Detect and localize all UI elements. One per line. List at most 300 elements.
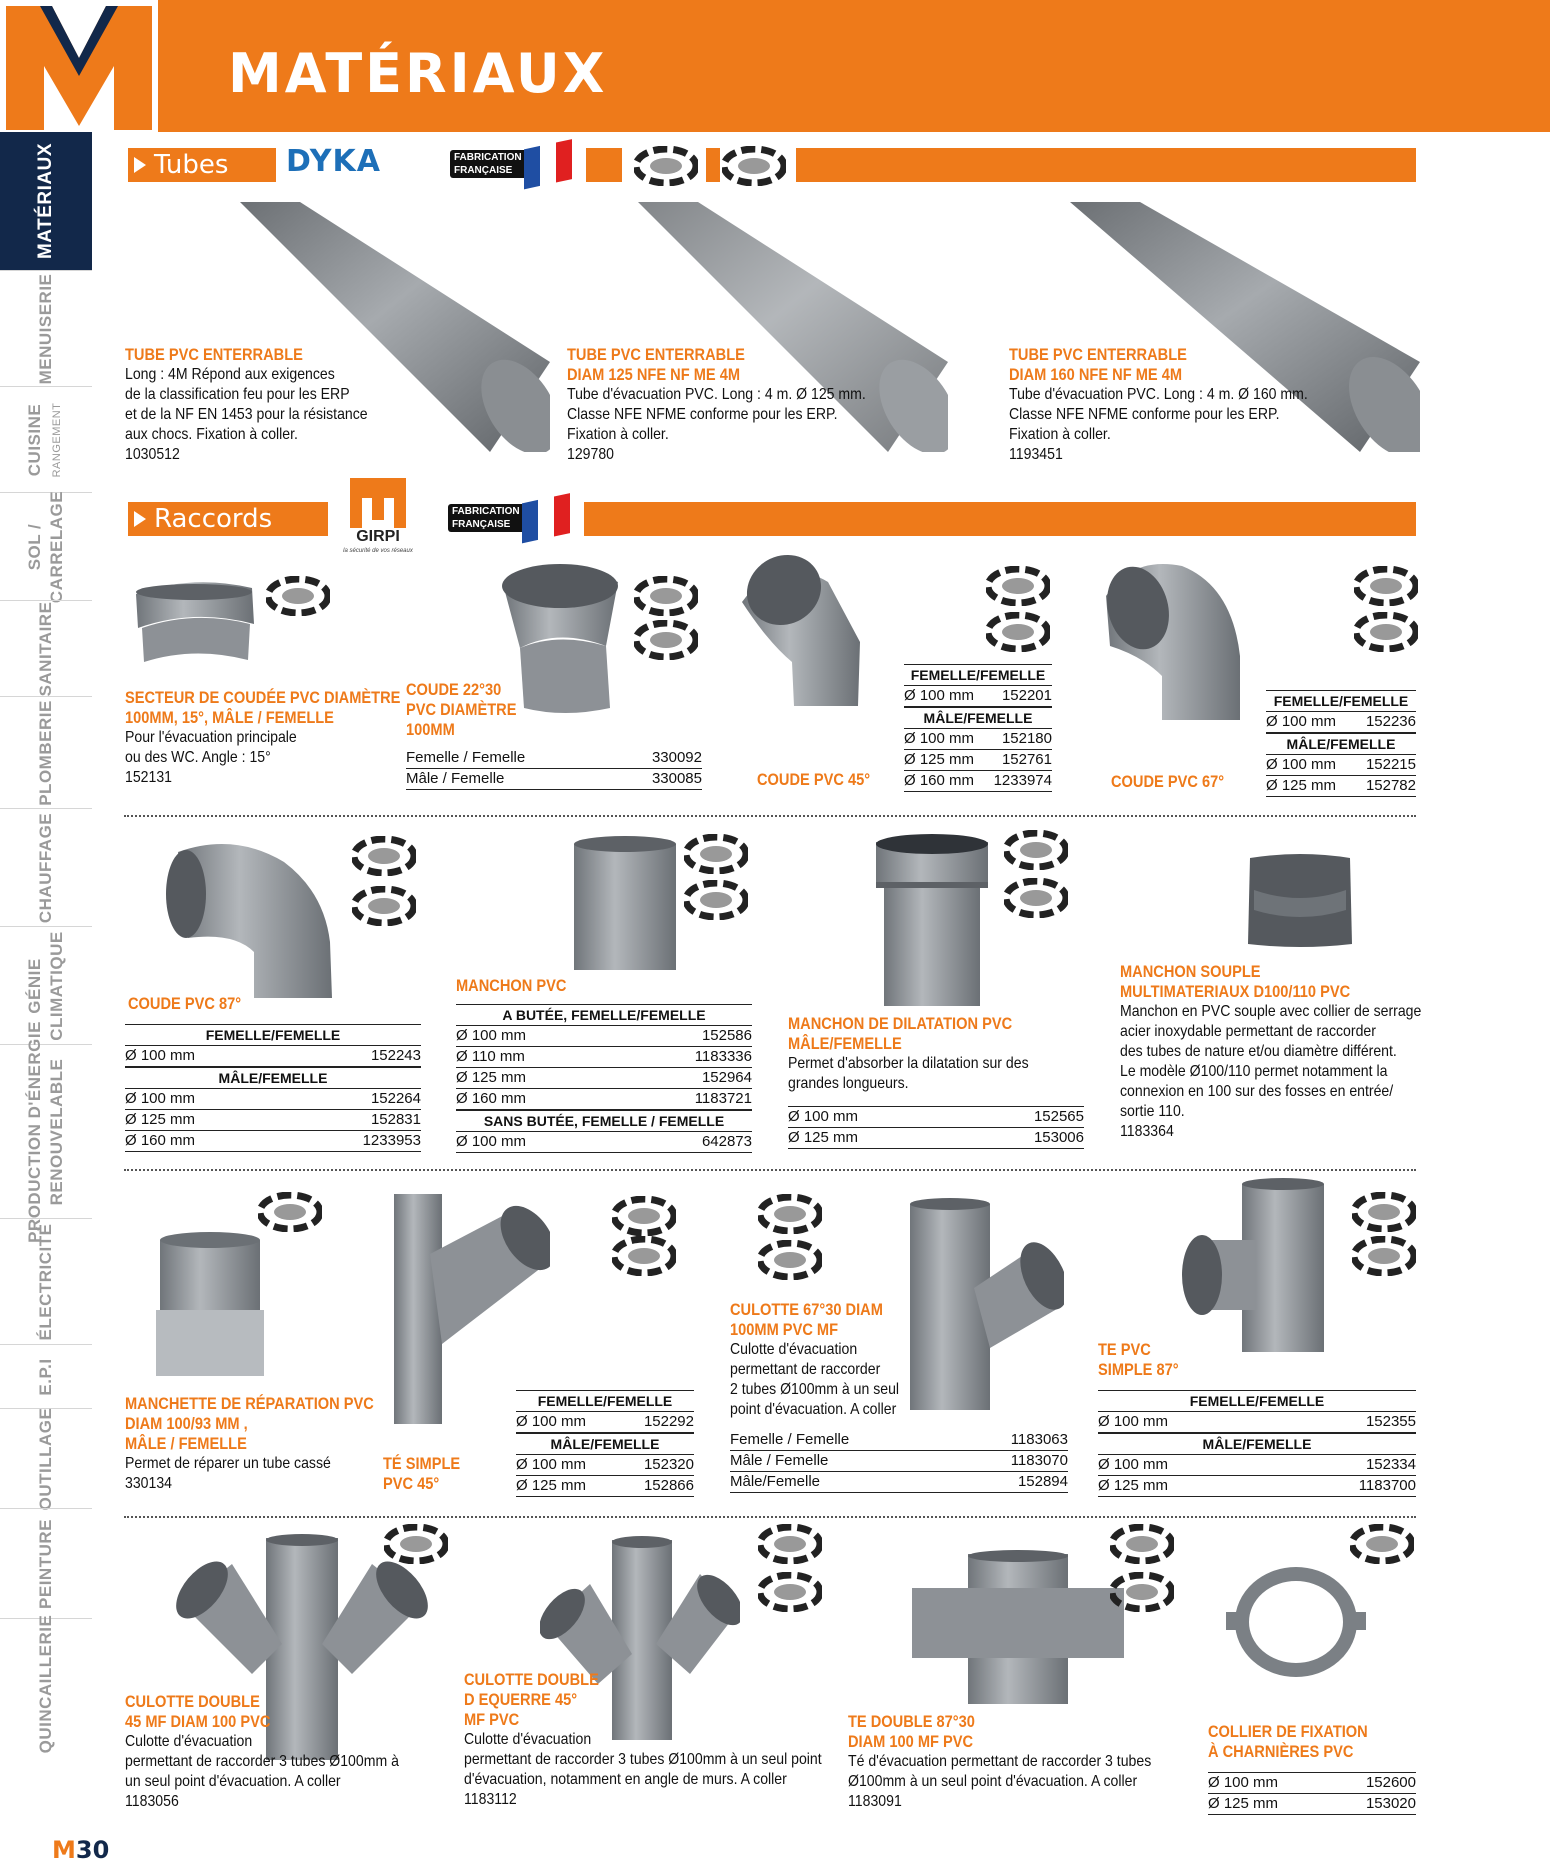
sidebar-item-label	[35, 812, 57, 922]
rotate-360-icon	[352, 836, 416, 876]
badge-text: FABRICATION FRANÇAISE	[450, 150, 528, 178]
rotate-360-icon	[634, 576, 698, 616]
spec-ref: 1183721	[694, 1090, 752, 1107]
spec-row	[406, 769, 702, 790]
product-desc: et de la NF EN 1453 pour la résistance	[125, 406, 368, 423]
product-desc: connexion en 100 sur des fosses en entrée/	[1120, 1083, 1394, 1100]
spec-ref: 152894	[1017, 1473, 1068, 1490]
spec-row	[456, 1132, 752, 1153]
spec-row	[456, 1047, 752, 1068]
product-manchette-reparation	[125, 1394, 414, 1494]
product-te-simple-45	[383, 1454, 473, 1494]
product-ref: 152131	[125, 769, 172, 786]
spec-key: Mâle / Femelle	[406, 770, 505, 787]
spec-row	[516, 1476, 694, 1497]
sidebar-item-text: QUINCAILLERIE	[36, 1614, 55, 1753]
product-secteur-coudee	[125, 688, 445, 788]
product-desc: permettant de raccorder	[730, 1361, 881, 1378]
product-ref: 1183112	[464, 1791, 517, 1808]
badge-text: FABRICATION FRANÇAISE	[448, 504, 526, 532]
product-desc: Ø100mm à un seul point d'évacuation. A coller	[848, 1773, 1138, 1790]
product-manchon-dilatation	[788, 1014, 1061, 1094]
spec-row	[125, 1046, 421, 1067]
spec-row	[1266, 755, 1416, 776]
rotate-360-icon	[612, 1196, 676, 1236]
bar-segment	[584, 502, 1416, 536]
spec-coude-67	[1266, 690, 1416, 797]
product-culotte-double-45	[125, 1692, 436, 1812]
product-title: D EQUERRE 45°	[464, 1690, 578, 1709]
bar-segment	[586, 148, 622, 182]
spec-row	[1208, 1772, 1416, 1794]
spec-ref: 642873	[701, 1133, 752, 1150]
spec-header: FEMELLE/FEMELLE	[125, 1024, 421, 1046]
sidebar-item-10[interactable]	[0, 1344, 92, 1408]
spec-row	[904, 750, 1052, 771]
product-ref: 1030512	[125, 446, 180, 463]
spec-te-simple-87	[1098, 1390, 1416, 1497]
product-te-double-87	[848, 1712, 1193, 1812]
spec-row	[1098, 1455, 1416, 1476]
spec-key: Ø 100 mm	[125, 1047, 196, 1064]
product-title: 100MM	[406, 720, 455, 739]
product-desc: 2 tubes Ø100mm à un seul	[730, 1381, 900, 1398]
rotate-360-icon	[384, 1524, 448, 1564]
sidebar-item-subtext: RANGEMENT	[51, 402, 63, 477]
rotate-360-icon	[1110, 1524, 1174, 1564]
sidebar-item-text: GÉNIE	[25, 957, 44, 1014]
row-divider	[124, 1516, 1416, 1518]
product-culotte-double-equerre	[464, 1670, 870, 1810]
product-title: CULOTTE 67°30 DIAM	[730, 1300, 883, 1319]
product-desc: Le modèle Ø100/110 permet notamment la	[1120, 1063, 1388, 1080]
spec-key: Ø 125 mm	[904, 751, 975, 768]
sidebar-item-3[interactable]	[0, 490, 92, 603]
product-desc: Tube d'évacuation PVC. Long : 4 m. Ø 160 mm.	[1009, 386, 1308, 403]
product-title: DIAM 100 MF PVC	[848, 1732, 974, 1751]
product-title: 45 MF DIAM 100 PVC	[125, 1712, 271, 1731]
spec-ref: 153006	[1033, 1129, 1084, 1146]
product-title: MF PVC	[464, 1710, 520, 1729]
coude-67-image	[1102, 556, 1252, 726]
spec-key: Ø 100 mm	[1098, 1456, 1169, 1473]
product-coude-67	[1111, 772, 1243, 792]
spec-ref: 1183336	[694, 1048, 752, 1065]
section-label-raccords	[128, 502, 328, 536]
brand-name: GIRPI	[356, 528, 400, 545]
product-ref: 1193451	[1009, 446, 1063, 463]
product-title: TÉ SIMPLE	[383, 1454, 461, 1473]
spec-key: Ø 125 mm	[125, 1111, 196, 1128]
spec-collier-fixation	[1208, 1772, 1416, 1815]
spec-ref: 152334	[1365, 1456, 1416, 1473]
product-title: TUBE PVC ENTERRABLE	[567, 345, 745, 364]
product-desc: Fixation à coller.	[1009, 426, 1111, 443]
spec-header: MÂLE/FEMELLE	[904, 707, 1052, 729]
dyka-logo: DYKA	[286, 144, 381, 179]
spec-ref: 152782	[1365, 777, 1416, 794]
product-coude-45	[757, 770, 889, 790]
product-title: CULOTTE DOUBLE	[125, 1692, 260, 1711]
spec-key: Ø 125 mm	[456, 1069, 527, 1086]
product-title: SIMPLE 87°	[1098, 1360, 1179, 1379]
spec-ref: 152831	[370, 1111, 421, 1128]
sidebar-item-text: OUTILLAGE	[36, 1407, 55, 1510]
spec-row	[904, 771, 1052, 792]
sidebar-item-text: PLOMBERIE	[36, 699, 55, 806]
spec-row	[406, 748, 702, 769]
spec-row	[456, 1026, 752, 1047]
sidebar-item-4[interactable]	[0, 600, 92, 696]
rotate-360-icon	[758, 1572, 822, 1612]
sidebar-item-2[interactable]	[0, 386, 92, 492]
product-title: PVC DIAMÈTRE	[406, 700, 517, 719]
rotate-360-icon	[1352, 1236, 1416, 1276]
sidebar-item-label	[35, 273, 57, 384]
sidebar-item-13[interactable]	[0, 1614, 92, 1753]
sidebar-item-1[interactable]	[0, 270, 92, 386]
spec-key: Ø 125 mm	[516, 1477, 587, 1494]
product-desc: acier inoxydable permettant de raccorder	[1120, 1023, 1376, 1040]
manchon-souple-image	[1244, 850, 1356, 950]
spec-header: FEMELLE/FEMELLE	[904, 664, 1052, 686]
product-title: PVC 45°	[383, 1474, 440, 1493]
spec-manchon-dilatation	[788, 1106, 1084, 1149]
section-title: Tubes	[154, 150, 229, 180]
spec-ref: 152586	[701, 1027, 752, 1044]
spec-ref: 152243	[370, 1047, 421, 1064]
product-title: MANCHON PVC	[456, 976, 567, 995]
rotate-360-icon	[1004, 878, 1068, 918]
product-title: MULTIMATERIAUX D100/110 PVC	[1120, 982, 1351, 1001]
french-flag-icon	[522, 493, 572, 544]
spec-header: MÂLE/FEMELLE	[1098, 1433, 1416, 1455]
product-desc: ou des WC. Angle : 15°	[125, 749, 271, 766]
girpi-emblem-icon	[336, 478, 420, 528]
product-desc: Pour l'évacuation principale	[125, 729, 297, 746]
product-ref: 129780	[567, 446, 614, 463]
spec-row	[516, 1412, 694, 1433]
product-title: TUBE PVC ENTERRABLE	[1009, 345, 1187, 364]
product-manchon-pvc	[456, 976, 584, 996]
product-te-simple-87	[1098, 1340, 1192, 1380]
spec-ref: 152761	[1001, 751, 1052, 768]
spec-row	[125, 1089, 421, 1110]
spec-ref: 152320	[643, 1456, 694, 1473]
sidebar-item-6[interactable]	[0, 808, 92, 926]
product-title: DIAM 125 NFE NF ME 4M	[567, 365, 741, 384]
spec-key: Ø 100 mm	[788, 1108, 859, 1125]
section-bar-raccords	[128, 502, 1416, 536]
product-title: À CHARNIÈRES PVC	[1208, 1742, 1354, 1761]
spec-te-simple-45	[516, 1390, 694, 1497]
product-title: COUDE PVC 87°	[128, 994, 242, 1013]
sidebar-item-label	[35, 700, 57, 806]
spec-ref: 152292	[643, 1413, 694, 1430]
spec-ref: 152600	[1365, 1774, 1416, 1791]
sidebar-item-0[interactable]	[0, 132, 92, 270]
spec-coude-87	[125, 1024, 421, 1152]
sidebar-item-label	[35, 143, 57, 259]
spec-header: FEMELLE/FEMELLE	[1266, 690, 1416, 712]
product-title: 100MM, 15°, MÂLE / FEMELLE	[125, 708, 334, 727]
spec-ref: 1233953	[362, 1132, 421, 1149]
product-title: MANCHON SOUPLE	[1120, 962, 1261, 981]
spec-row	[904, 729, 1052, 750]
product-ref: 1183056	[125, 1793, 179, 1810]
product-desc: sortie 110.	[1120, 1103, 1185, 1120]
product-desc: Tube d'évacuation PVC. Long : 4 m. Ø 125 mm.	[567, 386, 866, 403]
sidebar-item-label	[35, 1519, 57, 1609]
product-desc: Permet d'absorber la dilatation sur des	[788, 1055, 1029, 1072]
spec-ref: 152180	[1001, 730, 1052, 747]
spec-culotte-67	[730, 1430, 1068, 1493]
page-title: MATÉRIAUX	[228, 42, 608, 105]
fabrication-francaise-badge	[448, 498, 576, 538]
product-desc: Té d'évacuation permettant de raccorder 3 tubes	[848, 1753, 1152, 1770]
spec-row	[1098, 1476, 1416, 1497]
spec-ref: 152215	[1365, 756, 1416, 773]
manchon-pvc-image	[570, 834, 680, 974]
product-desc: un seul point d'évacuation. A coller	[125, 1773, 341, 1790]
spec-header: MÂLE/FEMELLE	[125, 1067, 421, 1089]
sidebar-item-subtext: RENOUVELABLE	[47, 1058, 66, 1205]
row-divider	[124, 815, 1416, 817]
spec-key: Ø 100 mm	[1208, 1774, 1279, 1791]
sidebar-item-text: MATÉRIAUX	[35, 142, 56, 260]
french-flag-icon	[524, 139, 574, 190]
spec-ref: 152565	[1033, 1108, 1084, 1125]
rotate-360-icon	[266, 576, 330, 616]
product-desc: Permet de réparer un tube cassé	[125, 1455, 331, 1472]
sidebar-item-label	[35, 1358, 57, 1395]
rotate-360-icon	[1354, 612, 1418, 652]
product-manchon-souple	[1120, 962, 1462, 1142]
spec-key: Ø 100 mm	[516, 1413, 587, 1430]
product-desc: des tubes de nature et/ou diamètre différent.	[1120, 1043, 1397, 1060]
rotate-360-icon	[352, 886, 416, 926]
collier-fixation-image	[1226, 1560, 1366, 1684]
spec-row	[456, 1068, 752, 1089]
spec-key: Ø 125 mm	[1098, 1477, 1169, 1494]
fabrication-francaise-badge	[450, 144, 578, 184]
sidebar-item-label	[35, 1614, 57, 1753]
spec-row	[730, 1472, 1068, 1493]
rotate-360-icon	[684, 880, 748, 920]
spec-ref: 1183700	[1358, 1477, 1416, 1494]
spec-key: Ø 100 mm	[516, 1456, 587, 1473]
sidebar-item-text: MENUISERIE	[36, 273, 55, 384]
product-coude-87	[128, 994, 260, 1014]
product-desc: grandes longueurs.	[788, 1075, 909, 1092]
spec-row	[125, 1110, 421, 1131]
product-title: TE PVC	[1098, 1340, 1151, 1359]
spec-ref: 153020	[1365, 1795, 1416, 1812]
sidebar-item-text: E.P.I	[36, 1357, 55, 1396]
rotate-360-icon	[1354, 566, 1418, 606]
product-desc: Classe NFE NFME conforme pour les ERP.	[1009, 406, 1280, 423]
product-tube-pvc-enterrable	[125, 345, 401, 465]
spec-header: MÂLE/FEMELLE	[1266, 733, 1416, 755]
spec-row	[1266, 776, 1416, 797]
product-title: TUBE PVC ENTERRABLE	[125, 345, 303, 364]
rotate-360-icon	[758, 1240, 822, 1280]
spec-row	[125, 1131, 421, 1152]
spec-key: Ø 100 mm	[904, 730, 975, 747]
spec-row	[788, 1106, 1084, 1128]
m-logo-icon	[6, 6, 152, 130]
spec-ref: 152866	[643, 1477, 694, 1494]
section-label-tubes	[128, 148, 276, 182]
spec-key: Ø 125 mm	[788, 1129, 859, 1146]
product-ref: 1183364	[1120, 1123, 1174, 1140]
sidebar-item-5[interactable]	[0, 696, 92, 808]
product-desc: Culotte d'évacuation	[125, 1733, 253, 1750]
spec-key: Ø 125 mm	[1208, 1795, 1279, 1812]
culotte-67-image	[904, 1198, 1064, 1412]
product-title: MÂLE/FEMELLE	[788, 1034, 902, 1053]
coude-87-image	[164, 832, 344, 1002]
sidebar-item-subtext: CLIMATIQUE	[47, 930, 66, 1041]
product-title: COUDE PVC 45°	[757, 770, 871, 789]
spec-key: Ø 160 mm	[904, 772, 975, 789]
spec-key: Mâle / Femelle	[730, 1452, 829, 1469]
spec-header: A BUTÉE, FEMELLE/FEMELLE	[456, 1004, 752, 1026]
sidebar-item-label	[35, 1407, 57, 1510]
product-desc: Manchon en PVC souple avec collier de serrage	[1120, 1003, 1422, 1020]
spec-key: Femelle / Femelle	[406, 749, 526, 766]
spec-coude-45	[904, 664, 1052, 792]
product-desc: Culotte d'évacuation	[464, 1731, 592, 1748]
sidebar-item-label	[24, 490, 68, 602]
bar-segment	[706, 148, 720, 182]
spec-ref: 152264	[370, 1090, 421, 1107]
spec-key: Femelle / Femelle	[730, 1431, 850, 1448]
product-title: SECTEUR DE COUDÉE PVC DIAMÈTRE	[125, 688, 401, 707]
rotate-360-icon	[1350, 1524, 1414, 1564]
spec-key: Ø 100 mm	[125, 1090, 196, 1107]
brand-tagline: la sécurité de vos réseaux	[343, 548, 413, 554]
row-divider	[124, 1169, 1416, 1171]
spec-row	[1098, 1412, 1416, 1433]
bar-segment	[796, 148, 1416, 182]
brand-logo	[0, 0, 158, 132]
rotate-360-icon	[684, 834, 748, 874]
product-culotte-67	[730, 1300, 922, 1420]
category-sidebar	[0, 132, 92, 1832]
coude-45-image	[738, 552, 868, 712]
product-desc: aux chocs. Fixation à coller.	[125, 426, 298, 443]
spec-row	[1266, 712, 1416, 733]
spec-key: Ø 100 mm	[456, 1027, 527, 1044]
spec-row	[516, 1455, 694, 1476]
sidebar-item-label	[24, 402, 68, 477]
rotate-360-icon	[258, 1192, 322, 1232]
sidebar-item-label	[35, 1223, 57, 1340]
product-title: DIAM 160 NFE NF ME 4M	[1009, 365, 1183, 384]
spec-key: Ø 110 mm	[456, 1048, 525, 1065]
spec-row	[730, 1451, 1068, 1472]
spec-row	[1208, 1794, 1416, 1815]
rotate-360-icon	[986, 566, 1050, 606]
arrow-right-icon	[134, 157, 146, 173]
spec-key: Ø 100 mm	[1266, 756, 1337, 773]
spec-row	[788, 1128, 1084, 1149]
product-title: MÂLE / FEMELLE	[125, 1434, 247, 1453]
product-title: COLLIER DE FIXATION	[1208, 1722, 1368, 1741]
product-desc: permettant de raccorder 3 tubes Ø100mm à un seul point	[464, 1751, 822, 1768]
spec-key: Ø 100 mm	[904, 687, 975, 704]
sidebar-item-11[interactable]	[0, 1408, 92, 1508]
spec-key: Ø 100 mm	[1098, 1413, 1169, 1430]
product-title: TE DOUBLE 87°30	[848, 1712, 975, 1731]
sidebar-item-text: ÉLECTRICITÉ	[36, 1223, 55, 1340]
product-collier-fixation	[1208, 1722, 1394, 1762]
product-desc: permettant de raccorder 3 tubes Ø100mm à	[125, 1753, 399, 1770]
spec-key: Ø 125 mm	[1266, 777, 1337, 794]
sidebar-item-subtext: CARRELAGE	[47, 490, 66, 603]
rotate-360-icon	[1110, 1572, 1174, 1612]
page-number	[52, 1836, 109, 1864]
spec-row	[904, 686, 1052, 707]
product-desc: point d'évacuation. A coller	[730, 1401, 897, 1418]
spec-key: Ø 100 mm	[1266, 713, 1337, 730]
spec-ref: 330092	[651, 749, 702, 766]
sidebar-item-label	[24, 1021, 68, 1243]
spec-ref: 152964	[701, 1069, 752, 1086]
product-desc: Fixation à coller.	[567, 426, 669, 443]
spec-key: Ø 160 mm	[125, 1132, 196, 1149]
page-header	[0, 0, 1550, 132]
product-tube-pvc-160	[1009, 345, 1349, 465]
rotate-360-icon	[986, 612, 1050, 652]
sidebar-item-8[interactable]	[0, 1020, 92, 1243]
spec-ref: 1183070	[1010, 1452, 1068, 1469]
product-title: CULOTTE DOUBLE	[464, 1670, 599, 1689]
spec-ref: 1233974	[993, 772, 1052, 789]
spec-header: FEMELLE/FEMELLE	[516, 1390, 694, 1412]
spec-manchon-pvc	[456, 1004, 752, 1153]
sidebar-item-label	[35, 601, 57, 696]
arrow-right-icon	[134, 511, 146, 527]
product-desc: Long : 4M Répond aux exigences	[125, 366, 335, 383]
spec-key: Ø 100 mm	[456, 1133, 527, 1150]
sidebar-item-9[interactable]	[0, 1218, 92, 1344]
product-ref: 330134	[125, 1475, 172, 1492]
spec-ref: 152236	[1365, 713, 1416, 730]
spec-header: FEMELLE/FEMELLE	[1098, 1390, 1416, 1412]
product-desc: Classe NFE NFME conforme pour les ERP.	[567, 406, 838, 423]
sidebar-item-text: SOL /	[25, 523, 44, 570]
product-title: COUDE PVC 67°	[1111, 772, 1225, 791]
sidebar-item-12[interactable]	[0, 1508, 92, 1618]
spec-header: SANS BUTÉE, FEMELLE / FEMELLE	[456, 1110, 752, 1132]
girpi-logo	[336, 478, 420, 558]
m-small-icon: M	[52, 1836, 76, 1864]
manchette-reparation-image	[156, 1232, 264, 1380]
spec-key: Mâle/Femelle	[730, 1473, 821, 1490]
section-title: Raccords	[154, 504, 273, 534]
spec-ref: 152355	[1365, 1413, 1416, 1430]
spec-ref: 1183063	[1010, 1431, 1068, 1448]
product-tube-pvc-125	[567, 345, 907, 465]
page-number-value: 30	[75, 1836, 110, 1864]
product-title: COUDE 22°30	[406, 680, 502, 699]
rotate-360-icon	[1004, 830, 1068, 870]
product-desc: Culotte d'évacuation	[730, 1341, 858, 1358]
spec-coude-22	[406, 748, 702, 790]
te-double-87-image	[908, 1548, 1128, 1708]
